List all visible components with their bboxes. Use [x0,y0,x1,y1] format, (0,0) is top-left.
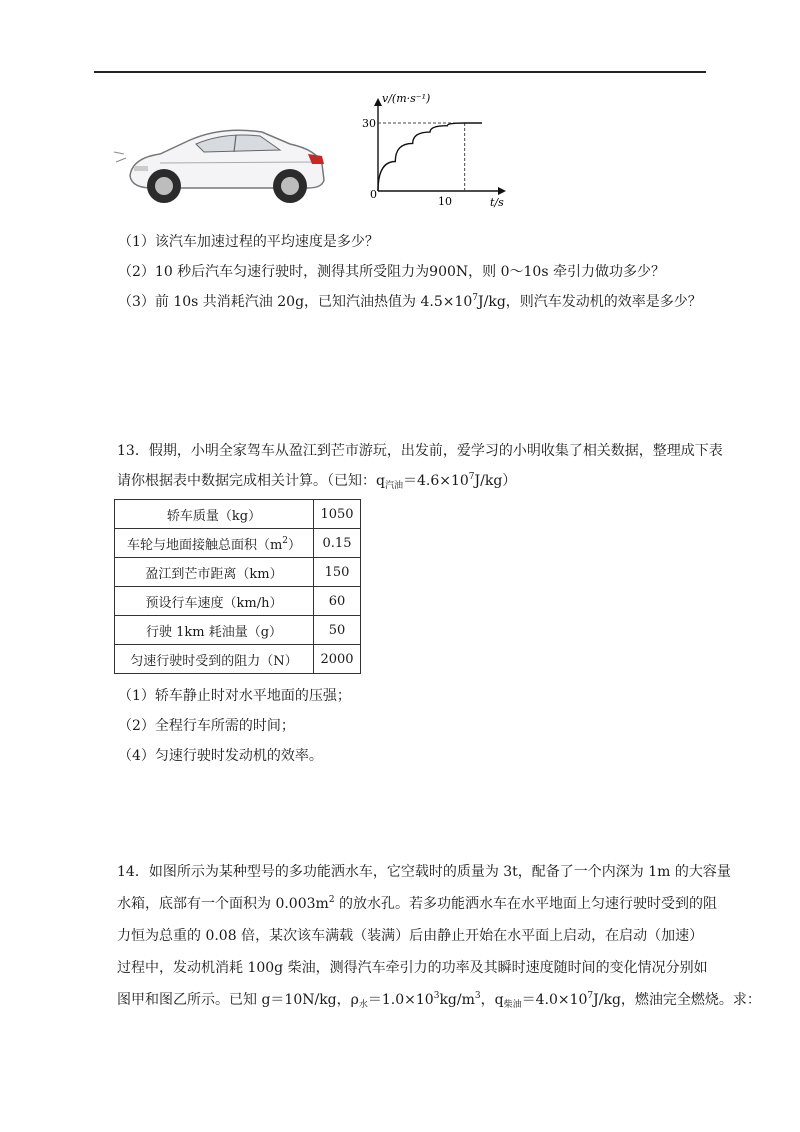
y-axis-arrow [374,98,382,106]
origin-label: 0 [370,188,377,201]
q13-item-2: （2）全程行车所需的时间； [118,718,295,734]
x-tick-label: 10 [438,195,452,208]
y-tick-label: 30 [362,117,376,130]
table-row: 匀速行驶时受到的阻力（N） 2000 [115,645,361,674]
q14-stem-line-3: 力恒为总重的 0.08 倍，某次该车满载（装满）后由静止开始在水平面上启动，在启动（加速） [117,928,704,944]
q12-item-3: （3）前 10s 共消耗汽油 20g，已知汽油热值为 $4.5\times 10^7J/kg$，则汽车发动机的效率是多少？ [118,293,702,310]
velocity-curve [378,123,482,191]
q14-stem-line-5: 图甲和图乙所示。已知 g＝10N/kg，$\rho_水=1.0\times 10^3kg/m^3$，$q_{柴油}=4.0\times 10^7J/kg$，燃油完全燃烧。求： [117,991,761,1010]
car-illustration [112,118,332,208]
q13-stem-line-1: 13．假期，小明全家驾车从盈江到芒市游玩，出发前，爱学习的小明收集了相关数据，整理成下表 [117,443,723,459]
y-axis-label: v/(m·s⁻¹) [382,92,431,105]
q14-stem-line-4: 过程中，发动机消耗 100g 柴油，测得汽车牵引力的功率及其瞬时速度随时间的变化情况分别如 [117,960,708,976]
table-row: 预设行车速度（km/h） 60 [115,587,361,616]
q12-item-2: （2）10 秒后汽车匀速行驶时，测得其所受阻力为900N，则 0～10s 牵引力做功多少？ [118,264,665,280]
q12-item-1: （1）该汽车加速过程的平均速度是多少？ [118,234,379,250]
velocity-time-graph [360,88,510,213]
table-row: 盈江到芒市距离（km） 150 [115,558,361,587]
x-axis-arrow [498,187,506,195]
q14-stem-line-1: 14．如图所示为某种型号的多功能洒水车，它空载时的质量为 3t，配备了一个内深为 1m 的大容量 [117,864,731,880]
x-axis-label: t/s [490,196,504,209]
header-rule [94,71,706,73]
q13-item-3: （4）匀速行驶时发动机的效率。 [118,748,323,764]
car-data-table [114,499,361,674]
q14-stem-line-2: 水箱，底部有一个面积为 $0.003m^2$ 的放水孔。若多功能洒水车在水平地面上匀速行驶时受到的阻 [117,895,717,912]
table-row: 轿车质量（kg） 1050 [115,500,361,529]
table-row: 车轮与地面接触总面积$(m^2)$ 0.15 [115,529,361,558]
q13-stem-line-2: 请你根据表中数据完成相关计算。（已知：$q_{汽油}=4.6\times 10^7J/kg$） [117,472,517,491]
table-row: 行驶 1km 耗油量（g） 50 [115,616,361,645]
q13-item-1: （1）轿车静止时对水平地面的压强； [118,688,351,704]
